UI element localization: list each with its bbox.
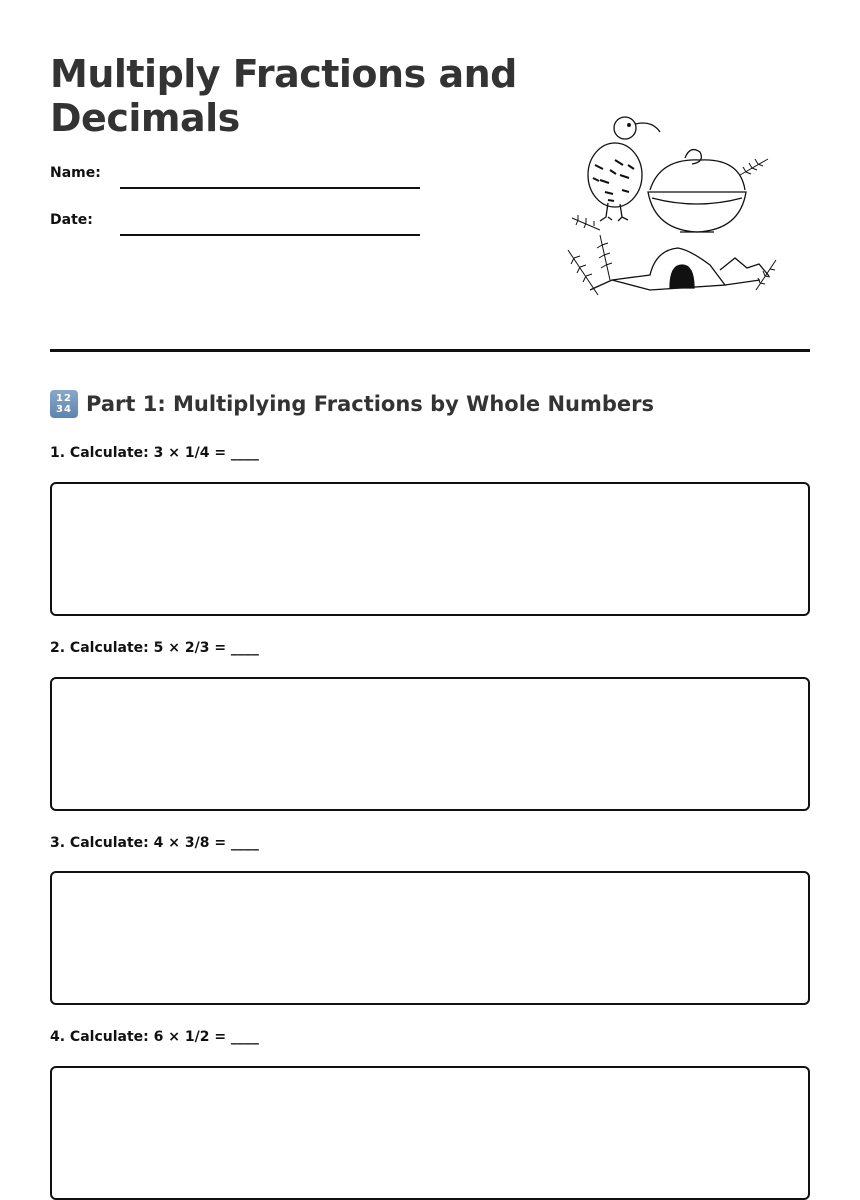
section-heading [50, 389, 654, 419]
question-label: 1. Calculate: 3 × 1/4 = ____ [50, 445, 259, 461]
answer-box-4[interactable] [50, 1066, 810, 1200]
icon-text-bottom: 34 [56, 404, 72, 415]
bowl-icon [648, 150, 746, 232]
question-label: 3. Calculate: 4 × 3/8 = ____ [50, 835, 259, 851]
cave-icon [590, 248, 769, 290]
name-field[interactable] [120, 187, 420, 189]
answer-box-1[interactable] [50, 482, 810, 616]
answer-box-2[interactable] [50, 677, 810, 811]
section-title: Part 1: Multiplying Fractions by Whole Numbers [86, 392, 654, 416]
date-label: Date: [50, 212, 93, 228]
page-title: Multiply Fractions and Decimals [50, 52, 517, 140]
name-label: Name: [50, 165, 101, 181]
kiwi-bird-icon [588, 117, 660, 221]
kiwi-illustration [560, 100, 780, 300]
icon-text-top: 12 [56, 393, 72, 404]
answer-box-3[interactable] [50, 871, 810, 1005]
input-numbers-icon [50, 390, 78, 418]
worksheet-header [50, 52, 810, 312]
header-divider [50, 349, 810, 352]
question-label: 4. Calculate: 6 × 1/2 = ____ [50, 1029, 259, 1045]
question-label: 2. Calculate: 5 × 2/3 = ____ [50, 640, 259, 656]
date-field[interactable] [120, 234, 420, 236]
